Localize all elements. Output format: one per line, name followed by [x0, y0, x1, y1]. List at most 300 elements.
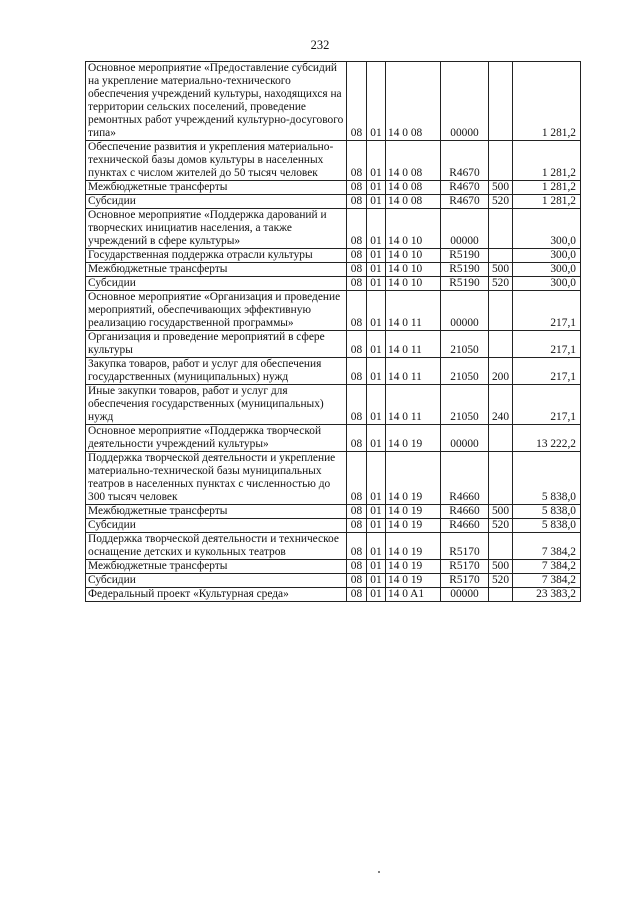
row-section: [347, 385, 367, 425]
row-name: [86, 291, 347, 331]
row-name-name: Субсидии: [88, 195, 136, 207]
row-program-code-p1: 14: [388, 195, 400, 207]
row-program-code-p2: 0: [402, 505, 408, 517]
row-program-code-p2: 0: [402, 344, 408, 356]
row-direction-code-p4: R5190: [449, 277, 480, 289]
row-name: [86, 141, 347, 181]
row-program-code-p3: 19: [410, 546, 423, 558]
row-name-name: Субсидии: [88, 574, 136, 586]
row-subsection: [367, 277, 386, 291]
row-amount: [513, 62, 581, 141]
row-expense-type: [489, 588, 513, 602]
row-name: [86, 588, 347, 602]
row-program-code-p3: 08: [410, 181, 423, 193]
table-row: [86, 181, 581, 195]
row-amount-sum: 300,0: [550, 235, 576, 247]
row-amount: [513, 181, 581, 195]
row-program-code: [386, 425, 441, 452]
row-program-code: [386, 291, 441, 331]
row-program-code-p3: 19: [410, 560, 423, 572]
row-program-code-p1: 14: [388, 505, 400, 517]
row-direction-code-p4: R5170: [449, 546, 480, 558]
row-name: [86, 195, 347, 209]
table-row: [86, 588, 581, 602]
row-program-code-p2: 0: [402, 574, 408, 586]
row-amount-sum: 300,0: [550, 249, 576, 261]
row-direction-code-p4: 21050: [450, 344, 479, 356]
row-direction-code: [441, 533, 489, 560]
row-subsection-pr: 01: [370, 249, 382, 261]
row-subsection: [367, 141, 386, 181]
row-name-name: Государственная поддержка отрасли культуры: [88, 249, 313, 261]
row-program-code: [386, 195, 441, 209]
row-direction-code-p4: R5190: [449, 263, 480, 275]
row-direction-code-p4: R5170: [449, 574, 480, 586]
row-section: [347, 560, 367, 574]
row-program-code: [386, 385, 441, 425]
row-subsection-pr: 01: [370, 195, 382, 207]
table-row: [86, 277, 581, 291]
row-subsection: [367, 291, 386, 331]
row-amount: [513, 588, 581, 602]
row-program-code: [386, 62, 441, 141]
row-program-code-p3: 08: [410, 195, 423, 207]
row-section-rz: 08: [350, 235, 363, 247]
row-section-rz: 08: [350, 317, 363, 329]
table-row: [86, 291, 581, 331]
row-expense-type: [489, 574, 513, 588]
row-amount: [513, 277, 581, 291]
row-direction-code-p4: R4670: [449, 181, 480, 193]
table-row: [86, 452, 581, 505]
row-program-code-p1: 14: [388, 344, 400, 356]
row-amount: [513, 141, 581, 181]
row-direction-code-p4: 00000: [450, 438, 479, 450]
table-row: [86, 358, 581, 385]
row-name-name: Основное мероприятие «Поддержка творческой деятельности учреждений культуры»: [88, 425, 322, 450]
row-program-code-p1: 14: [388, 588, 400, 600]
row-subsection-pr: 01: [370, 263, 382, 275]
row-expense-type-vr: 240: [491, 411, 510, 423]
row-amount: [513, 519, 581, 533]
row-subsection: [367, 560, 386, 574]
row-program-code-p1: 14: [388, 235, 400, 247]
row-name-name: Поддержка творческой деятельности и техническое оснащение детских и кукольных театров: [88, 533, 339, 558]
row-expense-type-vr: 520: [491, 519, 510, 531]
row-expense-type-vr: 520: [491, 277, 510, 289]
row-subsection-pr: 01: [370, 411, 382, 423]
row-program-code-p2: 0: [402, 277, 408, 289]
row-subsection: [367, 533, 386, 560]
row-amount-sum: 300,0: [550, 263, 576, 275]
row-amount: [513, 331, 581, 358]
row-name-name: Основное мероприятие «Поддержка дарований и творческих инициатив населения, а также учреждений в сфере культуры»: [88, 209, 327, 247]
row-program-code: [386, 331, 441, 358]
row-program-code-p2: 0: [402, 519, 408, 531]
row-subsection-pr: 01: [370, 344, 382, 356]
row-subsection-pr: 01: [370, 519, 382, 531]
row-name-name: Субсидии: [88, 277, 136, 289]
row-section: [347, 425, 367, 452]
row-direction-code: [441, 291, 489, 331]
row-section-rz: 08: [350, 574, 363, 586]
row-name-name: Межбюджетные трансферты: [88, 181, 228, 193]
row-name-name: Межбюджетные трансферты: [88, 263, 228, 275]
row-name: [86, 263, 347, 277]
row-program-code-p3: 08: [410, 167, 423, 179]
row-amount-sum: 217,1: [550, 317, 576, 329]
row-program-code-p1: 14: [388, 411, 400, 423]
row-amount-sum: 217,1: [550, 371, 576, 383]
row-section: [347, 533, 367, 560]
row-program-code-p3: 11: [410, 344, 422, 356]
budget-table-body: [86, 62, 581, 602]
row-direction-code: [441, 249, 489, 263]
row-program-code-p1: 14: [388, 263, 400, 275]
row-subsection-pr: 01: [370, 167, 382, 179]
table-row: [86, 209, 581, 249]
row-program-code-p1: 14: [388, 277, 400, 289]
table-row: [86, 62, 581, 141]
row-name-name: Поддержка творческой деятельности и укрепление материально-технической базы муниципальных театров в населенных пунктах с численностью до 300 тысяч человек: [88, 452, 336, 503]
row-program-code-p2: 0: [402, 195, 408, 207]
row-direction-code: [441, 519, 489, 533]
row-section-rz: 08: [350, 181, 363, 193]
row-section-rz: 08: [350, 167, 363, 179]
row-amount-sum: 1 281,2: [541, 127, 576, 139]
row-direction-code-p4: R4670: [449, 167, 480, 179]
row-name-name: Закупка товаров, работ и услуг для обеспечения государственных (муниципальных) нужд: [88, 358, 322, 383]
row-program-code-p1: 14: [388, 574, 400, 586]
row-program-code-p1: 14: [388, 491, 400, 503]
row-name: [86, 249, 347, 263]
row-section: [347, 263, 367, 277]
row-amount: [513, 209, 581, 249]
row-direction-code-p4: R4660: [449, 505, 480, 517]
row-direction-code-p4: 00000: [450, 235, 479, 247]
row-subsection-pr: 01: [370, 371, 382, 383]
row-name: [86, 181, 347, 195]
row-name-name: Межбюджетные трансферты: [88, 560, 228, 572]
table-row: [86, 425, 581, 452]
row-name-name: Основное мероприятие «Предоставление субсидий на укрепление материально-технического обеспечения учреждений культуры, находящихся на территории сельских поселений, проведение ремонтных работ учреждений культурно-досугового типа»: [88, 62, 344, 139]
row-expense-type: [489, 62, 513, 141]
row-name: [86, 574, 347, 588]
row-amount: [513, 263, 581, 277]
row-program-code: [386, 181, 441, 195]
row-program-code-p3: 19: [410, 574, 423, 586]
row-section-rz: 08: [350, 263, 363, 275]
row-subsection-pr: 01: [370, 181, 382, 193]
row-program-code: [386, 209, 441, 249]
row-expense-type: [489, 452, 513, 505]
row-program-code-p3: 10: [410, 263, 423, 275]
row-expense-type: [489, 519, 513, 533]
row-expense-type-vr: 500: [491, 181, 510, 193]
table-row: [86, 141, 581, 181]
row-program-code-p2: 0: [402, 249, 408, 261]
row-program-code-p1: 14: [388, 519, 400, 531]
row-expense-type-vr: 500: [491, 505, 510, 517]
row-program-code-p1: 14: [388, 167, 400, 179]
row-amount-sum: 5 838,0: [541, 491, 576, 503]
row-amount: [513, 533, 581, 560]
row-direction-code: [441, 141, 489, 181]
row-amount-sum: 217,1: [550, 411, 576, 423]
row-program-code-p3: 19: [410, 505, 423, 517]
row-expense-type: [489, 358, 513, 385]
row-program-code-p2: 0: [402, 317, 408, 329]
row-program-code-p2: 0: [402, 588, 408, 600]
row-program-code-p3: A1: [410, 588, 425, 600]
table-row: [86, 519, 581, 533]
row-name-name: Межбюджетные трансферты: [88, 505, 228, 517]
row-section: [347, 452, 367, 505]
row-section-rz: 08: [350, 560, 363, 572]
row-expense-type: [489, 209, 513, 249]
row-section: [347, 291, 367, 331]
row-program-code-p2: 0: [402, 181, 408, 193]
row-amount: [513, 195, 581, 209]
row-name-name: Федеральный проект «Культурная среда»: [88, 588, 289, 600]
row-section-rz: 08: [350, 195, 363, 207]
row-amount-sum: 1 281,2: [541, 195, 576, 207]
row-program-code-p3: 11: [410, 371, 422, 383]
row-name: [86, 331, 347, 358]
row-direction-code-p4: R5170: [449, 560, 480, 572]
row-program-code: [386, 141, 441, 181]
row-direction-code-p4: R4670: [449, 195, 480, 207]
row-name: [86, 62, 347, 141]
row-program-code: [386, 533, 441, 560]
row-expense-type: [489, 385, 513, 425]
row-amount-sum: 7 384,2: [541, 574, 576, 586]
table-row: [86, 331, 581, 358]
row-expense-type: [489, 195, 513, 209]
row-section-rz: 08: [350, 588, 363, 600]
row-expense-type: [489, 263, 513, 277]
row-expense-type-vr: 500: [491, 560, 510, 572]
row-subsection: [367, 195, 386, 209]
row-direction-code: [441, 358, 489, 385]
row-section-rz: 08: [350, 546, 363, 558]
row-name: [86, 560, 347, 574]
row-section-rz: 08: [350, 438, 363, 450]
budget-table: [85, 61, 581, 602]
row-section-rz: 08: [350, 127, 363, 139]
row-section: [347, 209, 367, 249]
row-program-code-p1: 14: [388, 371, 400, 383]
row-subsection: [367, 588, 386, 602]
row-direction-code: [441, 425, 489, 452]
row-section: [347, 574, 367, 588]
row-subsection: [367, 452, 386, 505]
row-subsection: [367, 62, 386, 141]
row-expense-type: [489, 533, 513, 560]
row-subsection: [367, 574, 386, 588]
row-expense-type: [489, 249, 513, 263]
row-amount: [513, 560, 581, 574]
row-program-code-p1: 14: [388, 546, 400, 558]
row-name: [86, 505, 347, 519]
row-expense-type-vr: 520: [491, 574, 510, 586]
row-amount: [513, 574, 581, 588]
row-section: [347, 588, 367, 602]
row-section: [347, 62, 367, 141]
row-direction-code: [441, 62, 489, 141]
row-amount: [513, 452, 581, 505]
row-name-name: Основное мероприятие «Организация и проведение мероприятий, обеспечивающих эффективную реализацию государственной программы»: [88, 291, 341, 329]
row-program-code-p2: 0: [402, 491, 408, 503]
row-program-code-p2: 0: [402, 263, 408, 275]
row-expense-type-vr: 200: [491, 371, 510, 383]
row-direction-code-p4: 00000: [450, 588, 479, 600]
row-program-code-p3: 11: [410, 317, 422, 329]
row-program-code-p2: 0: [402, 438, 408, 450]
row-expense-type: [489, 141, 513, 181]
row-program-code-p1: 14: [388, 249, 400, 261]
row-amount: [513, 425, 581, 452]
row-direction-code-p4: R4660: [449, 519, 480, 531]
row-subsection-pr: 01: [370, 546, 382, 558]
row-section: [347, 249, 367, 263]
row-amount-sum: 23 383,2: [536, 588, 576, 600]
row-subsection-pr: 01: [370, 277, 382, 289]
row-section: [347, 505, 367, 519]
row-subsection: [367, 263, 386, 277]
row-amount-sum: 217,1: [550, 344, 576, 356]
row-expense-type-vr: 520: [491, 195, 510, 207]
row-name-name: Организация и проведение мероприятий в сфере культуры: [88, 331, 325, 356]
row-program-code-p2: 0: [402, 167, 408, 179]
row-name: [86, 277, 347, 291]
table-row: [86, 249, 581, 263]
row-amount-sum: 7 384,2: [541, 546, 576, 558]
row-name: [86, 425, 347, 452]
row-subsection-pr: 01: [370, 588, 382, 600]
row-direction-code-p4: 21050: [450, 371, 479, 383]
row-amount-sum: 1 281,2: [541, 167, 576, 179]
row-expense-type: [489, 425, 513, 452]
row-program-code-p3: 10: [410, 249, 423, 261]
row-program-code-p3: 19: [410, 519, 423, 531]
row-program-code-p3: 19: [410, 438, 423, 450]
row-subsection: [367, 358, 386, 385]
row-program-code-p1: 14: [388, 560, 400, 572]
row-name: [86, 209, 347, 249]
row-section: [347, 141, 367, 181]
row-subsection: [367, 385, 386, 425]
row-section: [347, 277, 367, 291]
row-program-code: [386, 452, 441, 505]
scan-speck: [378, 871, 380, 873]
row-direction-code-p4: R5190: [449, 249, 480, 261]
row-expense-type: [489, 291, 513, 331]
row-subsection: [367, 519, 386, 533]
row-amount-sum: 5 838,0: [541, 505, 576, 517]
row-direction-code: [441, 574, 489, 588]
row-name: [86, 519, 347, 533]
row-direction-code: [441, 385, 489, 425]
row-amount: [513, 385, 581, 425]
row-amount: [513, 358, 581, 385]
row-amount: [513, 505, 581, 519]
row-expense-type: [489, 277, 513, 291]
table-row: [86, 385, 581, 425]
row-subsection-pr: 01: [370, 505, 382, 517]
page-number: 232: [310, 38, 330, 52]
row-section-rz: 08: [350, 411, 363, 423]
row-section: [347, 519, 367, 533]
row-direction-code: [441, 588, 489, 602]
row-program-code: [386, 574, 441, 588]
row-program-code-p1: 14: [388, 181, 400, 193]
row-program-code-p2: 0: [402, 127, 408, 139]
row-subsection: [367, 425, 386, 452]
row-program-code-p2: 0: [402, 560, 408, 572]
row-program-code: [386, 588, 441, 602]
row-subsection: [367, 249, 386, 263]
row-direction-code: [441, 560, 489, 574]
row-program-code: [386, 263, 441, 277]
row-direction-code: [441, 505, 489, 519]
row-subsection-pr: 01: [370, 560, 382, 572]
row-program-code: [386, 249, 441, 263]
row-subsection-pr: 01: [370, 438, 382, 450]
row-program-code-p1: 14: [388, 127, 400, 139]
table-row: [86, 195, 581, 209]
row-expense-type: [489, 560, 513, 574]
table-row: [86, 263, 581, 277]
table-row: [86, 533, 581, 560]
row-direction-code-p4: 00000: [450, 127, 479, 139]
row-amount-sum: 13 222,2: [536, 438, 576, 450]
row-name: [86, 452, 347, 505]
row-section-rz: 08: [350, 344, 363, 356]
row-subsection: [367, 505, 386, 519]
row-section: [347, 331, 367, 358]
row-amount-sum: 5 838,0: [541, 519, 576, 531]
table-row: [86, 560, 581, 574]
row-subsection-pr: 01: [370, 491, 382, 503]
row-program-code-p3: 19: [410, 491, 423, 503]
row-direction-code-p4: 21050: [450, 411, 479, 423]
row-direction-code: [441, 277, 489, 291]
row-direction-code-p4: R4660: [449, 491, 480, 503]
row-subsection-pr: 01: [370, 317, 382, 329]
row-amount: [513, 291, 581, 331]
row-program-code-p2: 0: [402, 371, 408, 383]
row-section: [347, 181, 367, 195]
row-subsection: [367, 181, 386, 195]
row-name-name: Субсидии: [88, 519, 136, 531]
row-direction-code: [441, 263, 489, 277]
row-program-code-p2: 0: [402, 546, 408, 558]
row-program-code: [386, 560, 441, 574]
row-name-name: Иные закупки товаров, работ и услуг для обеспечения государственных (муниципальных) нужд: [88, 385, 324, 423]
row-program-code-p3: 08: [410, 127, 423, 139]
row-subsection: [367, 209, 386, 249]
row-program-code-p2: 0: [402, 235, 408, 247]
row-section-rz: 08: [350, 249, 363, 261]
row-section-rz: 08: [350, 519, 363, 531]
row-section-rz: 08: [350, 505, 363, 517]
row-direction-code: [441, 331, 489, 358]
table-row: [86, 574, 581, 588]
row-name: [86, 385, 347, 425]
row-section-rz: 08: [350, 277, 363, 289]
row-section-rz: 08: [350, 371, 363, 383]
